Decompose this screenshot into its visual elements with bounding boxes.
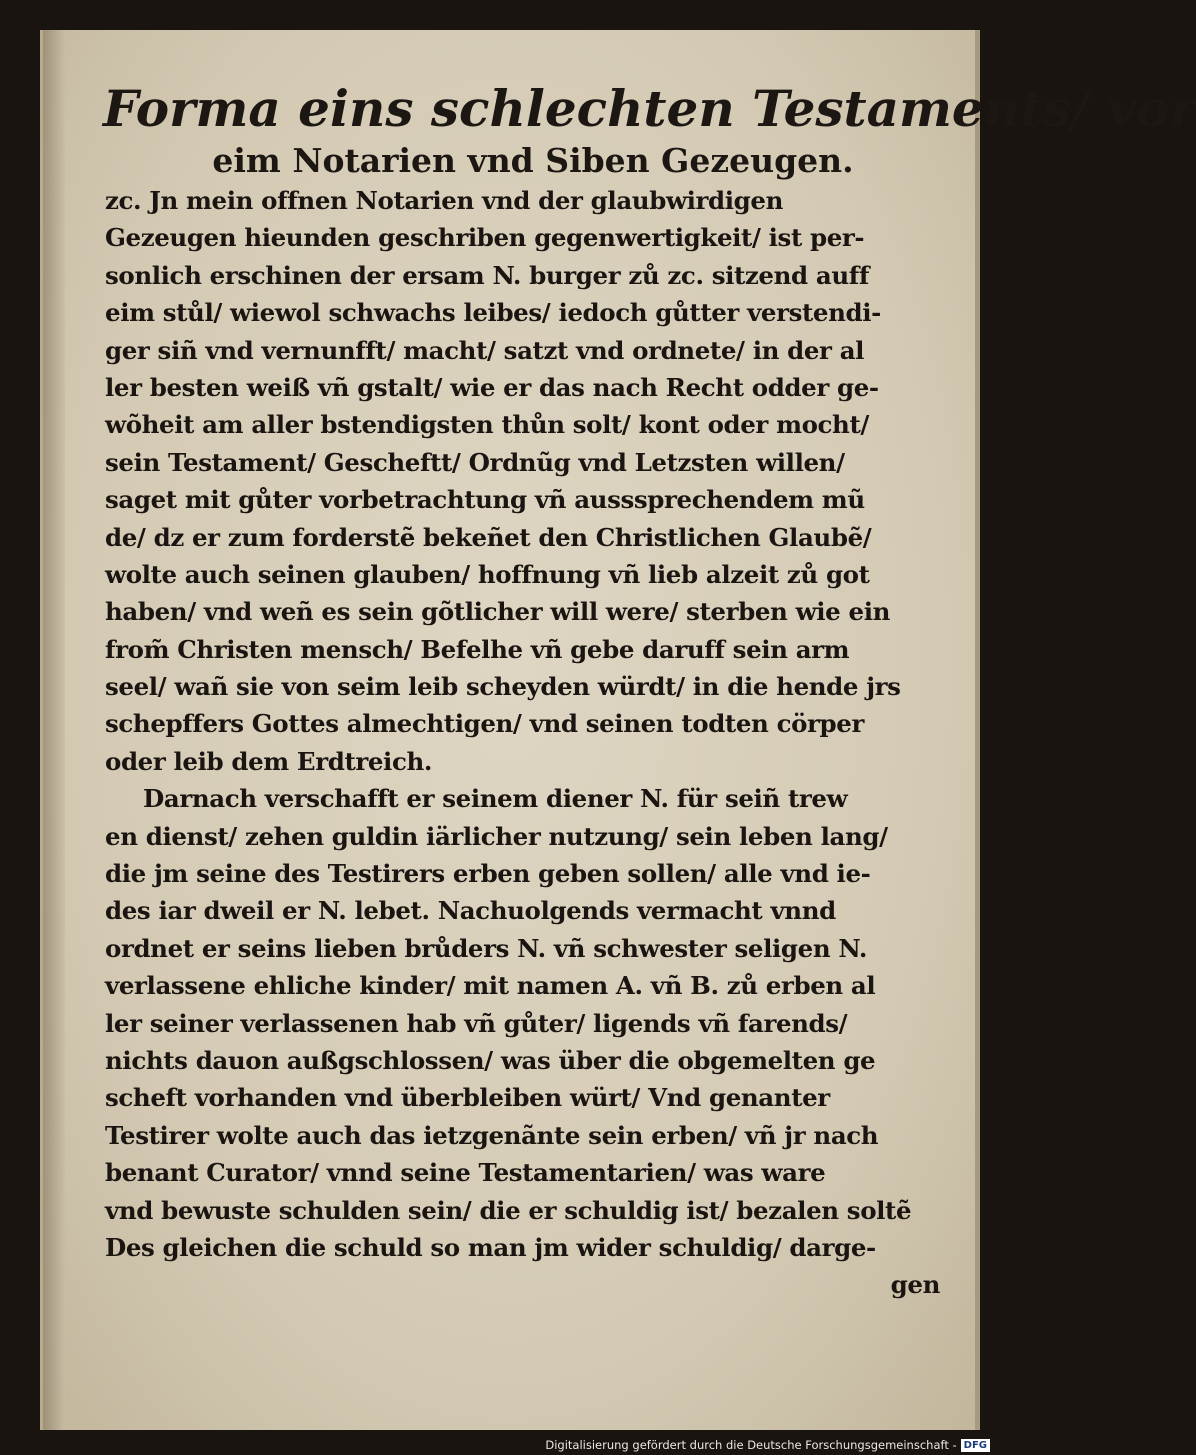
text-line: ler besten weiß vñ gstalt/ wie er das nach Recht odder ge-	[105, 372, 879, 402]
text-line: Gezeugen hieunden geschriben gegenwertigkeit/ ist per-	[105, 223, 865, 253]
text-line: verlassene ehliche kinder/ mit namen A. vñ B. zů erben al	[105, 971, 876, 1001]
title-line-2: eim Notarien vnd Siben Gezeugen.	[212, 141, 854, 180]
text-line: Testirer wolte auch das ietzgenãnte sein erben/ vñ jr nach	[105, 1120, 879, 1150]
text-line: zc. Jn mein offnen Notarien vnd der glaubwirdigen	[105, 186, 784, 215]
text-line: vnd bewuste schulden sein/ die er schuldig ist/ bezalen soltẽ	[105, 1195, 912, 1225]
dfg-logo: DFG	[961, 1439, 990, 1452]
text-line: scheft vorhanden vnd überbleiben würt/ Vnd genanter	[105, 1083, 830, 1113]
catchword: gen	[890, 1270, 940, 1300]
text-line: benant Curator/ vnnd seine Testamentarien/ was ware	[105, 1158, 826, 1188]
text-line: des iar dweil er N. lebet. Nachuolgends vermacht vnnd	[105, 896, 836, 926]
text-line: eim stůl/ wiewol schwachs leibes/ iedoch gůtter verstendi-	[105, 298, 881, 328]
text-line: nichts dauon außgschlossen/ was über die obgemelten ge	[105, 1045, 876, 1075]
text-line: seel/ wañ sie von seim leib scheyden würdt/ in die hende jrs	[105, 672, 901, 702]
text-line: haben/ vnd weñ es sein gõtlicher will were/ sterben wie ein	[105, 597, 891, 627]
text-line: de/ dz er zum forderstẽ bekeñet den Christlichen Glaubẽ/	[105, 522, 872, 552]
text-line: en dienst/ zehen guldin iärlicher nutzung/ sein leben lang/	[105, 821, 888, 851]
text-line: sein Testament/ Gescheftt/ Ordnũg vnd Letzsten willen/	[105, 447, 845, 477]
text-line: ordnet er seins lieben brůders N. vñ schwester seligen N.	[105, 933, 867, 963]
text-line: sonlich erschinen der ersam N. burger zů zc. sitzend auff	[105, 260, 870, 290]
title-line-1: Forma eins schlechten Testaments/ vor	[103, 79, 1196, 138]
text-line: Des gleichen die schuld so man jm wider schuldig/ darge-	[105, 1232, 876, 1262]
digitization-credit	[545, 1438, 990, 1452]
page-title	[103, 78, 1196, 182]
text-line-paragraph-start: Darnach verschafft er seinem diener N. für seiñ trew	[143, 784, 848, 814]
text-line: die jm seine des Testirers erben geben sollen/ alle vnd ie-	[105, 859, 871, 889]
credit-text: Digitalisierung gefördert durch die Deutsche Forschungsgemeinschaft -	[545, 1438, 957, 1452]
text-line: wolte auch seinen glauben/ hoffnung vñ lieb alzeit zů got	[105, 559, 870, 589]
text-line: ler seiner verlassenen hab vñ gůter/ ligends vñ farends/	[105, 1008, 848, 1038]
body-text	[105, 182, 940, 1304]
book-page	[40, 30, 1196, 1430]
text-line: saget mit gůter vorbetrachtung vñ ausssprechendem mũ	[105, 485, 865, 515]
text-line: schepffers Gottes almechtigen/ vnd seinen todten cörper	[105, 709, 864, 739]
text-line: oder leib dem Erdtreich.	[105, 746, 433, 776]
text-line: ger siñ vnd vernunfft/ macht/ satzt vnd ordnete/ in der al	[105, 335, 865, 365]
page-binding-edge	[43, 30, 65, 1430]
text-line: from̃ Christen mensch/ Befelhe vñ gebe daruff sein arm	[105, 634, 850, 664]
text-line: wõheit am aller bstendigsten thůn solt/ kont oder mocht/	[105, 410, 869, 440]
